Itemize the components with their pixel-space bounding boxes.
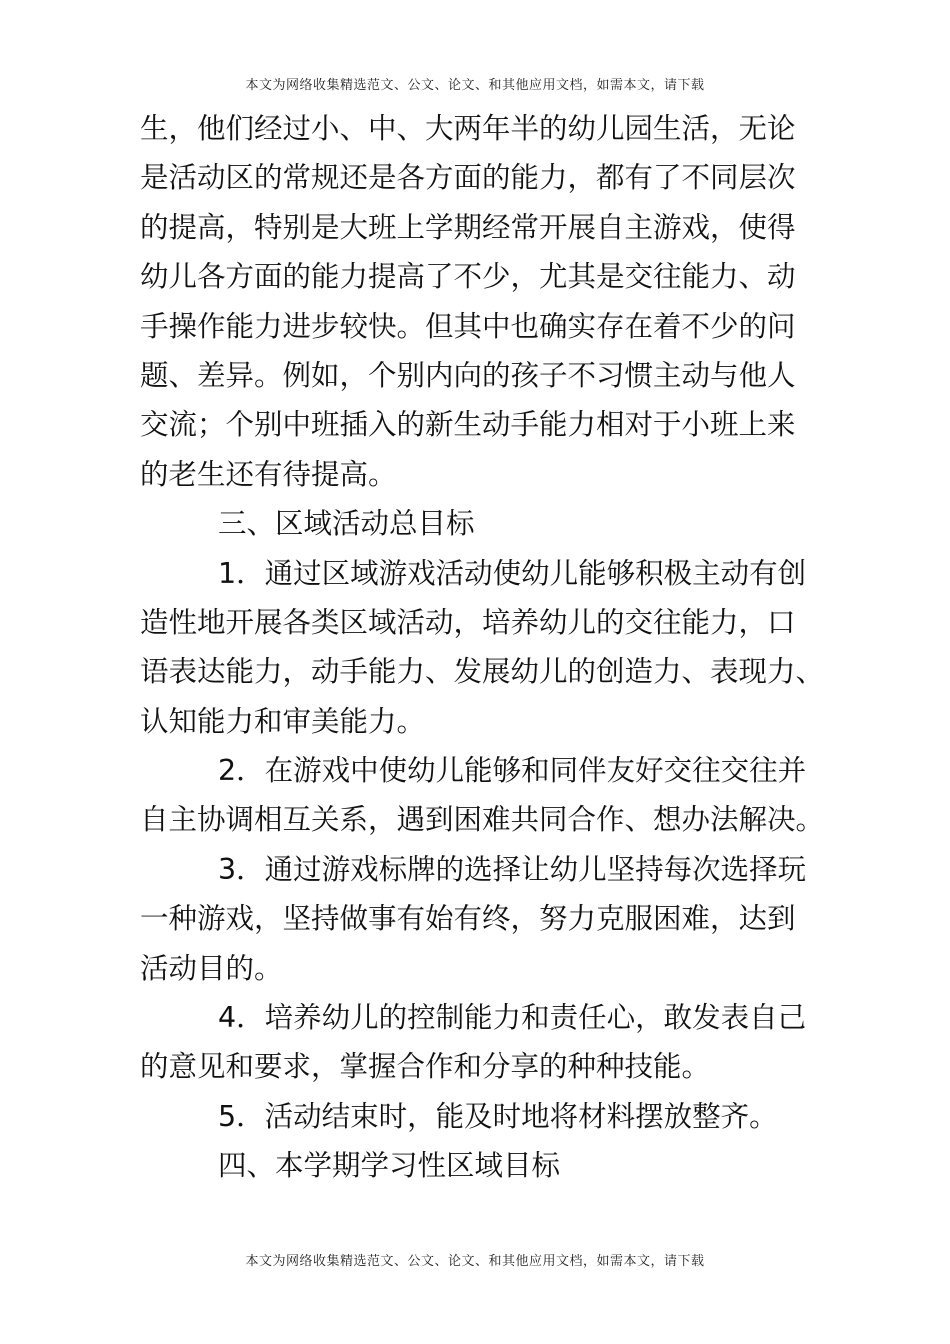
- text-line: 的老生还有待提高。: [140, 457, 397, 491]
- text-line: 语表达能力，动手能力、发展幼儿的创造力、表现力、: [140, 655, 825, 689]
- text-line: 认知能力和审美能力。: [140, 704, 426, 738]
- text-line: 5．活动结束时，能及时地将材料摆放整齐。: [218, 1099, 778, 1133]
- text-line: 的意见和要求，掌握合作和分享的种种技能。: [140, 1050, 711, 1084]
- page-header: 本文为网络收集精选范文、公文、论文、和其他应用文档，如需本文，请下载: [245, 78, 705, 93]
- document-body: [140, 104, 825, 1191]
- text-line: 手操作能力进步较快。但其中也确实存在着不少的问: [140, 309, 796, 343]
- text-line: 自主协调相互关系，遇到困难共同合作、想办法解决。: [140, 803, 825, 837]
- section-heading: 三、区域活动总目标: [218, 507, 475, 541]
- text-line: 2．在游戏中使幼儿能够和同伴友好交往交往并: [218, 754, 807, 788]
- text-line: 的提高，特别是大班上学期经常开展自主游戏，使得: [140, 210, 796, 244]
- text-line: 交流；个别中班插入的新生动手能力相对于小班上来: [140, 408, 796, 442]
- text-line: 一种游戏，坚持做事有始有终，努力克服困难，达到: [140, 902, 796, 936]
- text-line: 4．培养幼儿的控制能力和责任心，敢发表自己: [218, 1001, 807, 1035]
- page-footer: 本文为网络收集精选范文、公文、论文、和其他应用文档，如需本文，请下载: [245, 1254, 705, 1269]
- text-line: 活动目的。: [140, 951, 283, 985]
- section-heading: 四、本学期学习性区域目标: [218, 1149, 561, 1183]
- text-line: 3．通过游戏标牌的选择让幼儿坚持每次选择玩: [218, 852, 807, 886]
- text-line: 幼儿各方面的能力提高了不少，尤其是交往能力、动: [140, 260, 796, 294]
- text-line: 题、差异。例如，个别内向的孩子不习惯主动与他人: [140, 358, 796, 392]
- text-line: 是活动区的常规还是各方面的能力，都有了不同层次: [140, 161, 796, 195]
- text-line: 造性地开展各类区域活动，培养幼儿的交往能力，口: [140, 605, 796, 639]
- text-line: 生，他们经过小、中、大两年半的幼儿园生活，无论: [140, 112, 796, 145]
- text-line: 1．通过区域游戏活动使幼儿能够积极主动有创: [218, 556, 807, 590]
